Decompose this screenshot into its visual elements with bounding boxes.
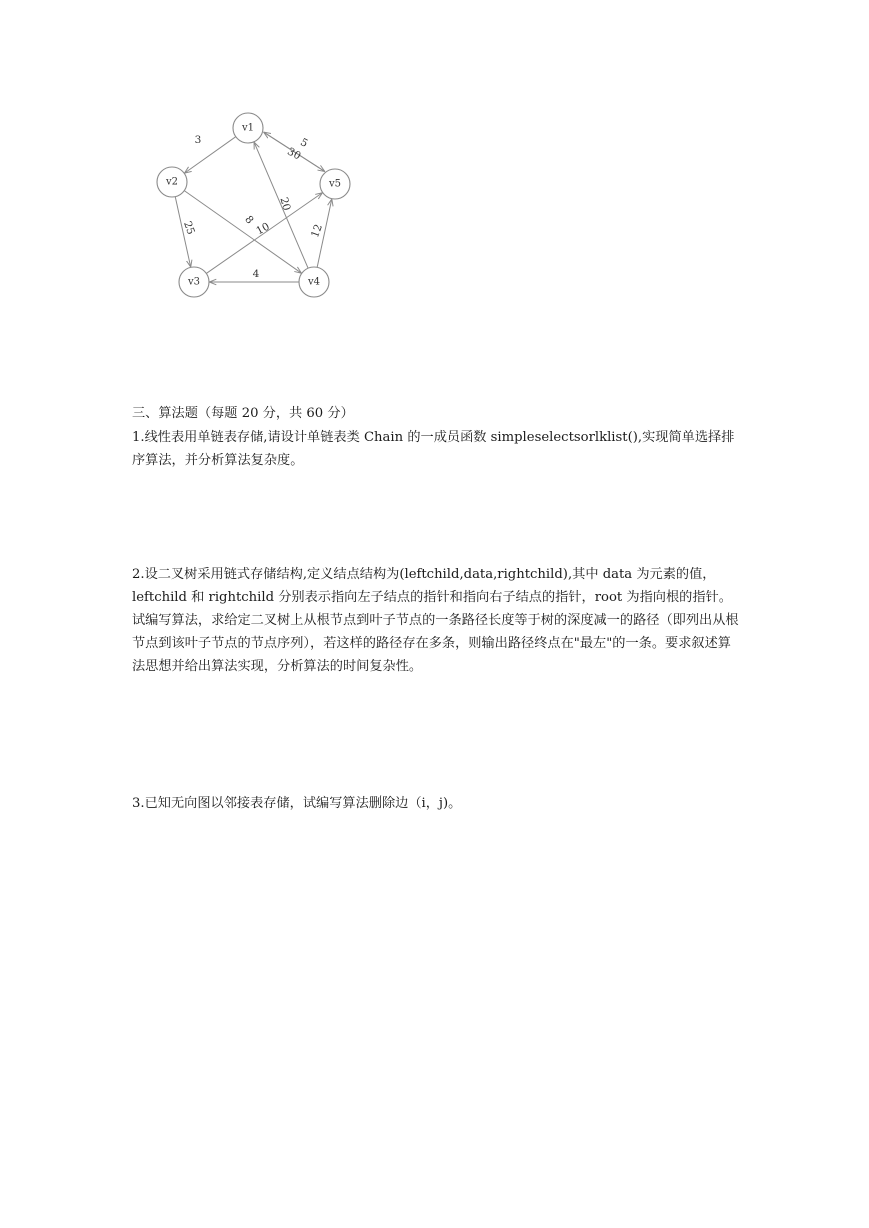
question-3-text: 3.已知无向图以邻接表存储，试编写算法删除边（i，j)。 xyxy=(132,796,462,811)
question-1 xyxy=(132,426,742,472)
node-label-v3: v3 xyxy=(187,276,201,288)
node-label-v2: v2 xyxy=(165,176,179,188)
question-2-text: 2.设二叉树采用链式存储结构,定义结点结构为(leftchild,data,rightchild),其中 data 为元素的值，leftchild 和 rightchild 分别表示指向左子结点的指针和指向右子结点的指针，root 为指向根的指针。试编写算法，求给定二叉树上从根节点到叶子节点的一条路径长度等于树的深度减一的路径（即列出从根节点到该叶子节点的节点序列），若这样的路径存在多条，则输出路径终点在"最左"的一条。要求叙述算法思想并给出算法实现，分析算法的时间复杂性。 xyxy=(132,567,739,674)
edge-v1-v2 xyxy=(185,137,236,173)
edge-weight-v1-v2: 3 xyxy=(194,134,202,146)
section-heading xyxy=(132,402,742,425)
edge-weight-v4-v3: 4 xyxy=(252,268,260,280)
weighted-directed-graph-figure xyxy=(130,100,380,310)
edge-weight-v3-v5: 10 xyxy=(254,220,272,238)
edge-weight-v1-v5: 30 xyxy=(285,145,303,163)
question-2 xyxy=(132,563,742,678)
edge-weight-v5-v1: 5 xyxy=(298,136,310,150)
edge-weight-v4-v5: 12 xyxy=(309,222,325,240)
node-label-v4: v4 xyxy=(307,276,321,288)
question-3 xyxy=(132,792,742,815)
edge-weight-v4-v1: 20 xyxy=(277,195,293,213)
node-label-v5: v5 xyxy=(328,178,342,190)
section-heading-text: 三、算法题（每题 20 分，共 60 分） xyxy=(132,406,354,421)
edge-weight-v2-v4: 8 xyxy=(242,213,256,227)
question-1-text: 1.线性表用单链表存储,请设计单链表类 Chain 的一成员函数 simpleselectsorlklist(),实现简单选择排序算法，并分析算法复杂度。 xyxy=(132,430,735,468)
node-label-v1: v1 xyxy=(241,122,255,134)
edge-weight-v2-v3: 25 xyxy=(181,219,197,237)
